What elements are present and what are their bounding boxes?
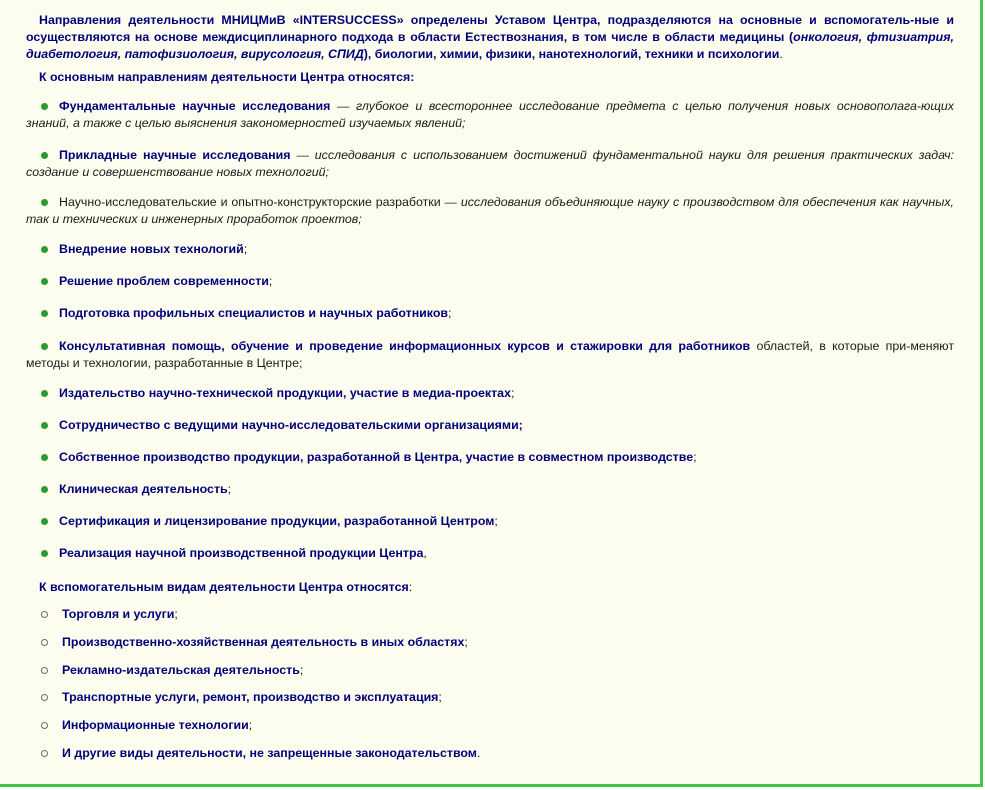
bullet-icon <box>41 422 48 429</box>
bullet-icon <box>41 390 48 397</box>
intro-period: . <box>779 47 783 61</box>
list-item: Издательство научно-технической продукции, участие в медиа-проектах; <box>26 385 954 402</box>
circle-bullet-icon <box>41 722 48 729</box>
bullet-icon <box>41 278 48 285</box>
bullet-icon <box>41 246 48 253</box>
circle-bullet-icon <box>41 694 48 701</box>
list-item: Реализация научной производственной продукции Центра, <box>26 545 954 562</box>
bullet-icon <box>41 310 48 317</box>
list-item: Решение проблем современности; <box>26 273 954 290</box>
bullet-icon <box>41 518 48 525</box>
list-item: Сотрудничество с ведущими научно-исследовательскими организациями; <box>26 417 954 434</box>
aux-heading: К вспомогательным видам деятельности Центра относятся: <box>39 580 413 594</box>
bullet-icon <box>41 550 48 557</box>
list-item: Торговля и услуги; <box>26 606 954 623</box>
bullet-icon <box>41 199 48 206</box>
bullet-icon <box>41 343 48 350</box>
list-item: Рекламно-издательская деятельность; <box>26 662 954 679</box>
list-item: Научно-исследовательские и опытно-конструкторские разработки — исследования объединяющие науку с производством для обеспечения как научных, так и технических и инженерных проработок проектов; <box>26 195 955 226</box>
intro-text-end: ), биологии, химии, физики, нанотехнологий, техники и психологии <box>363 47 780 61</box>
list-item: Консультативная помощь, обучение и проведение информационных курсов и стажировки для работников областей, в которые при-меняют методы и технологии, разработанные в Центре; <box>26 339 954 370</box>
bullet-icon <box>41 103 48 110</box>
list-item: Клиническая деятельность; <box>26 481 954 498</box>
list-item: Подготовка профильных специалистов и научных работников; <box>26 305 954 322</box>
list-item: Производственно-хозяйственная деятельность в иных областях; <box>26 634 954 651</box>
bullet-icon <box>41 486 48 493</box>
circle-bullet-icon <box>41 611 48 618</box>
circle-bullet-icon <box>41 667 48 674</box>
bullet-icon <box>41 454 48 461</box>
intro-paragraph <box>26 12 954 63</box>
list-item: Прикладные научные исследования — исследования с использованием достижений фундаментальной науки для решения практических задач: создание и совершенствование новых технологий; <box>26 148 954 179</box>
circle-bullet-icon <box>41 639 48 646</box>
list-item: Внедрение новых технологий; <box>26 241 954 258</box>
circle-bullet-icon <box>41 750 48 757</box>
list-item: Сертификация и лицензирование продукции, разработанной Центром; <box>26 513 954 530</box>
list-item: Собственное производство продукции, разработанной в Центра, участие в совместном производстве; <box>26 449 954 466</box>
main-heading: К основным направлениям деятельности Центра относятся: <box>39 70 415 84</box>
list-item: Фундаментальные научные исследования — глубокое и всестороннее исследование предмета с целью получения новых основополага-ющих знаний, а также с целью выяснения закономерностей изучаемых явлений; <box>26 99 954 130</box>
list-item: Транспортные услуги, ремонт, производство и эксплуатация; <box>26 689 954 706</box>
bullet-icon <box>41 152 48 159</box>
intro-medicine-fields: онкология, фтизиатрия, диабетология, патофизиология, вирусология, СПИД <box>26 30 954 61</box>
intro-text: Направления деятельности МНИЦМиВ «INTERSUCCESS» определены Уставом Центра, подразделяются на основные и вспомогатель-ные и осуществляются на основе междисциплинарного подхода в области Естествознания, в том числе в области медицины ( <box>26 13 954 44</box>
list-item: И другие виды деятельности, не запрещенные законодательством. <box>26 745 954 762</box>
list-item: Информационные технологии; <box>26 717 954 734</box>
